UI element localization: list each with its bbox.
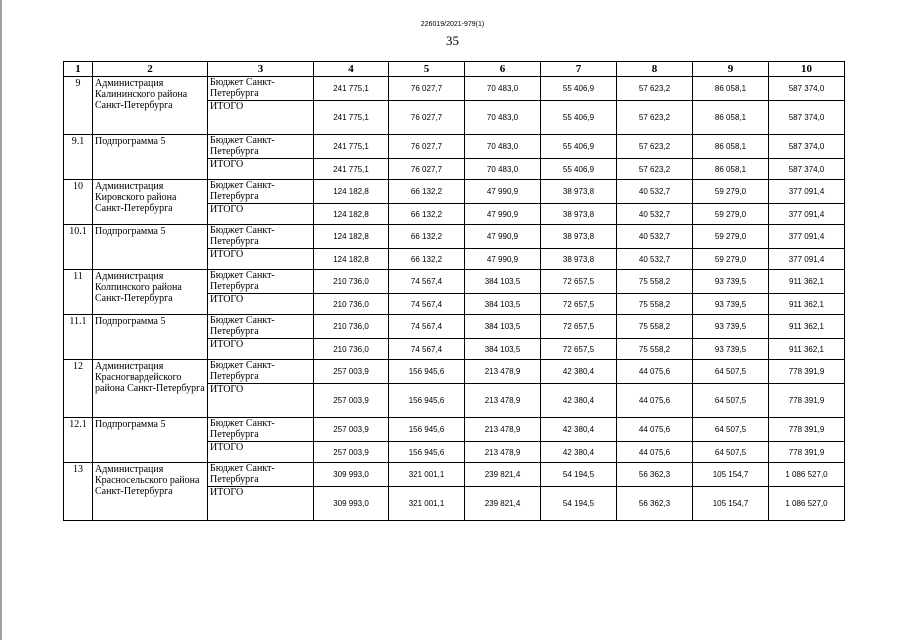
value-cell: 377 091,4 <box>769 180 845 204</box>
value-cell: 75 558,2 <box>617 339 693 360</box>
value-cell: 76 027,7 <box>389 77 465 101</box>
page-number: 35 <box>446 33 459 48</box>
value-cell: 257 003,9 <box>314 384 389 418</box>
budget-table <box>63 61 845 521</box>
value-cell: 57 623,2 <box>617 77 693 101</box>
row-number: 9.1 <box>64 135 93 180</box>
value-cell: 210 736,0 <box>314 339 389 360</box>
value-cell: 44 075,6 <box>617 384 693 418</box>
value-cell: 911 362,1 <box>769 294 845 315</box>
value-cell: 59 279,0 <box>693 249 769 270</box>
table-row <box>64 270 845 294</box>
funding-source-label: ИТОГО <box>208 442 314 463</box>
row-number: 11 <box>64 270 93 315</box>
row-title: Администрация Красносельского района Санкт-Петербурга <box>93 463 208 521</box>
row-number: 11.1 <box>64 315 93 360</box>
value-cell: 156 945,6 <box>389 384 465 418</box>
value-cell: 75 558,2 <box>617 315 693 339</box>
value-cell: 72 657,5 <box>541 315 617 339</box>
value-cell: 384 103,5 <box>465 315 541 339</box>
value-cell: 70 483,0 <box>465 77 541 101</box>
value-cell: 210 736,0 <box>314 294 389 315</box>
row-title: Администрация Кировского района Санкт-Петербурга <box>93 180 208 225</box>
value-cell: 911 362,1 <box>769 315 845 339</box>
row-title: Администрация Калининского района Санкт-Петербурга <box>93 77 208 135</box>
value-cell: 587 374,0 <box>769 77 845 101</box>
value-cell: 309 993,0 <box>314 487 389 521</box>
table-row <box>64 315 845 339</box>
value-cell: 105 154,7 <box>693 463 769 487</box>
value-cell: 210 736,0 <box>314 315 389 339</box>
value-cell: 59 279,0 <box>693 225 769 249</box>
row-number: 10.1 <box>64 225 93 270</box>
value-cell: 213 478,9 <box>465 418 541 442</box>
value-cell: 1 086 527,0 <box>769 463 845 487</box>
value-cell: 64 507,5 <box>693 418 769 442</box>
value-cell: 74 567,4 <box>389 339 465 360</box>
row-number: 12 <box>64 360 93 418</box>
value-cell: 74 567,4 <box>389 270 465 294</box>
value-cell: 241 775,1 <box>314 159 389 180</box>
value-cell: 156 945,6 <box>389 442 465 463</box>
value-cell: 86 058,1 <box>693 135 769 159</box>
value-cell: 778 391,9 <box>769 360 845 384</box>
value-cell: 40 532,7 <box>617 180 693 204</box>
table-body <box>64 77 845 521</box>
value-cell: 124 182,8 <box>314 249 389 270</box>
value-cell: 74 567,4 <box>389 315 465 339</box>
value-cell: 44 075,6 <box>617 360 693 384</box>
value-cell: 241 775,1 <box>314 101 389 135</box>
value-cell: 309 993,0 <box>314 463 389 487</box>
funding-source-label: ИТОГО <box>208 159 314 180</box>
funding-source-label: ИТОГО <box>208 384 314 418</box>
value-cell: 70 483,0 <box>465 101 541 135</box>
value-cell: 75 558,2 <box>617 294 693 315</box>
value-cell: 124 182,8 <box>314 180 389 204</box>
funding-source-label: Бюджет Санкт-Петербурга <box>208 418 314 442</box>
value-cell: 210 736,0 <box>314 270 389 294</box>
funding-source-label: ИТОГО <box>208 487 314 521</box>
value-cell: 42 380,4 <box>541 418 617 442</box>
value-cell: 156 945,6 <box>389 360 465 384</box>
value-cell: 55 406,9 <box>541 159 617 180</box>
value-cell: 59 279,0 <box>693 180 769 204</box>
value-cell: 57 623,2 <box>617 135 693 159</box>
value-cell: 76 027,7 <box>389 135 465 159</box>
value-cell: 42 380,4 <box>541 442 617 463</box>
value-cell: 587 374,0 <box>769 101 845 135</box>
value-cell: 74 567,4 <box>389 294 465 315</box>
column-header: 3 <box>208 62 314 77</box>
funding-source-label: ИТОГО <box>208 294 314 315</box>
row-title: Администрация Колпинского района Санкт-Петербурга <box>93 270 208 315</box>
column-header: 7 <box>541 62 617 77</box>
scan-edge-artifact <box>0 0 2 640</box>
value-cell: 1 086 527,0 <box>769 487 845 521</box>
value-cell: 38 973,8 <box>541 180 617 204</box>
value-cell: 76 027,7 <box>389 159 465 180</box>
value-cell: 911 362,1 <box>769 270 845 294</box>
value-cell: 70 483,0 <box>465 135 541 159</box>
value-cell: 105 154,7 <box>693 487 769 521</box>
value-cell: 55 406,9 <box>541 101 617 135</box>
value-cell: 59 279,0 <box>693 204 769 225</box>
value-cell: 75 558,2 <box>617 270 693 294</box>
value-cell: 156 945,6 <box>389 418 465 442</box>
value-cell: 66 132,2 <box>389 180 465 204</box>
funding-source-label: Бюджет Санкт-Петербурга <box>208 225 314 249</box>
value-cell: 47 990,9 <box>465 180 541 204</box>
funding-source-label: Бюджет Санкт-Петербурга <box>208 360 314 384</box>
value-cell: 384 103,5 <box>465 294 541 315</box>
value-cell: 377 091,4 <box>769 225 845 249</box>
value-cell: 40 532,7 <box>617 225 693 249</box>
table-row <box>64 360 845 384</box>
column-header: 1 <box>64 62 93 77</box>
value-cell: 911 362,1 <box>769 339 845 360</box>
value-cell: 241 775,1 <box>314 135 389 159</box>
funding-source-label: ИТОГО <box>208 339 314 360</box>
value-cell: 57 623,2 <box>617 101 693 135</box>
value-cell: 64 507,5 <box>693 360 769 384</box>
value-cell: 86 058,1 <box>693 159 769 180</box>
value-cell: 239 821,4 <box>465 463 541 487</box>
row-number: 13 <box>64 463 93 521</box>
value-cell: 44 075,6 <box>617 442 693 463</box>
column-header: 10 <box>769 62 845 77</box>
value-cell: 47 990,9 <box>465 249 541 270</box>
table-row <box>64 463 845 487</box>
value-cell: 55 406,9 <box>541 77 617 101</box>
funding-source-label: Бюджет Санкт-Петербурга <box>208 77 314 101</box>
value-cell: 54 194,5 <box>541 487 617 521</box>
column-header: 9 <box>693 62 769 77</box>
funding-source-label: ИТОГО <box>208 101 314 135</box>
value-cell: 38 973,8 <box>541 225 617 249</box>
value-cell: 124 182,8 <box>314 225 389 249</box>
row-number: 12.1 <box>64 418 93 463</box>
value-cell: 241 775,1 <box>314 77 389 101</box>
value-cell: 587 374,0 <box>769 135 845 159</box>
value-cell: 257 003,9 <box>314 442 389 463</box>
table-row <box>64 77 845 101</box>
value-cell: 56 362,3 <box>617 487 693 521</box>
row-title: Подпрограмма 5 <box>93 135 208 180</box>
row-title: Администрация Красногвардейского района Санкт-Петербурга <box>93 360 208 418</box>
value-cell: 124 182,8 <box>314 204 389 225</box>
value-cell: 213 478,9 <box>465 360 541 384</box>
value-cell: 321 001,1 <box>389 487 465 521</box>
funding-source-label: Бюджет Санкт-Петербурга <box>208 180 314 204</box>
value-cell: 38 973,8 <box>541 249 617 270</box>
value-cell: 66 132,2 <box>389 225 465 249</box>
value-cell: 72 657,5 <box>541 294 617 315</box>
funding-source-label: Бюджет Санкт-Петербурга <box>208 315 314 339</box>
table-row <box>64 135 845 159</box>
table-row <box>64 225 845 249</box>
value-cell: 38 973,8 <box>541 204 617 225</box>
value-cell: 66 132,2 <box>389 204 465 225</box>
value-cell: 384 103,5 <box>465 339 541 360</box>
value-cell: 778 391,9 <box>769 442 845 463</box>
value-cell: 213 478,9 <box>465 384 541 418</box>
column-header: 5 <box>389 62 465 77</box>
column-header: 4 <box>314 62 389 77</box>
funding-source-label: ИТОГО <box>208 249 314 270</box>
value-cell: 377 091,4 <box>769 249 845 270</box>
funding-source-label: Бюджет Санкт-Петербурга <box>208 270 314 294</box>
value-cell: 93 739,5 <box>693 270 769 294</box>
value-cell: 42 380,4 <box>541 384 617 418</box>
value-cell: 70 483,0 <box>465 159 541 180</box>
column-header: 2 <box>93 62 208 77</box>
value-cell: 93 739,5 <box>693 339 769 360</box>
value-cell: 239 821,4 <box>465 487 541 521</box>
row-title: Подпрограмма 5 <box>93 418 208 463</box>
value-cell: 384 103,5 <box>465 270 541 294</box>
value-cell: 66 132,2 <box>389 249 465 270</box>
row-title: Подпрограмма 5 <box>93 315 208 360</box>
row-number: 9 <box>64 77 93 135</box>
value-cell: 55 406,9 <box>541 135 617 159</box>
value-cell: 54 194,5 <box>541 463 617 487</box>
value-cell: 44 075,6 <box>617 418 693 442</box>
table-row <box>64 418 845 442</box>
value-cell: 587 374,0 <box>769 159 845 180</box>
row-number: 10 <box>64 180 93 225</box>
value-cell: 257 003,9 <box>314 360 389 384</box>
value-cell: 64 507,5 <box>693 442 769 463</box>
value-cell: 213 478,9 <box>465 442 541 463</box>
value-cell: 321 001,1 <box>389 463 465 487</box>
row-title: Подпрограмма 5 <box>93 225 208 270</box>
value-cell: 40 532,7 <box>617 249 693 270</box>
value-cell: 86 058,1 <box>693 77 769 101</box>
funding-source-label: Бюджет Санкт-Петербурга <box>208 463 314 487</box>
document-code: 226019/2021-979(1) <box>420 21 485 28</box>
funding-source-label: ИТОГО <box>208 204 314 225</box>
value-cell: 76 027,7 <box>389 101 465 135</box>
value-cell: 93 739,5 <box>693 315 769 339</box>
funding-source-label: Бюджет Санкт-Петербурга <box>208 135 314 159</box>
header-row <box>64 62 845 77</box>
value-cell: 93 739,5 <box>693 294 769 315</box>
value-cell: 377 091,4 <box>769 204 845 225</box>
column-header: 6 <box>465 62 541 77</box>
column-header: 8 <box>617 62 693 77</box>
value-cell: 778 391,9 <box>769 384 845 418</box>
value-cell: 72 657,5 <box>541 270 617 294</box>
value-cell: 257 003,9 <box>314 418 389 442</box>
value-cell: 47 990,9 <box>465 225 541 249</box>
value-cell: 778 391,9 <box>769 418 845 442</box>
table-row <box>64 180 845 204</box>
value-cell: 57 623,2 <box>617 159 693 180</box>
value-cell: 56 362,3 <box>617 463 693 487</box>
value-cell: 64 507,5 <box>693 384 769 418</box>
value-cell: 86 058,1 <box>693 101 769 135</box>
value-cell: 72 657,5 <box>541 339 617 360</box>
value-cell: 40 532,7 <box>617 204 693 225</box>
value-cell: 42 380,4 <box>541 360 617 384</box>
value-cell: 47 990,9 <box>465 204 541 225</box>
